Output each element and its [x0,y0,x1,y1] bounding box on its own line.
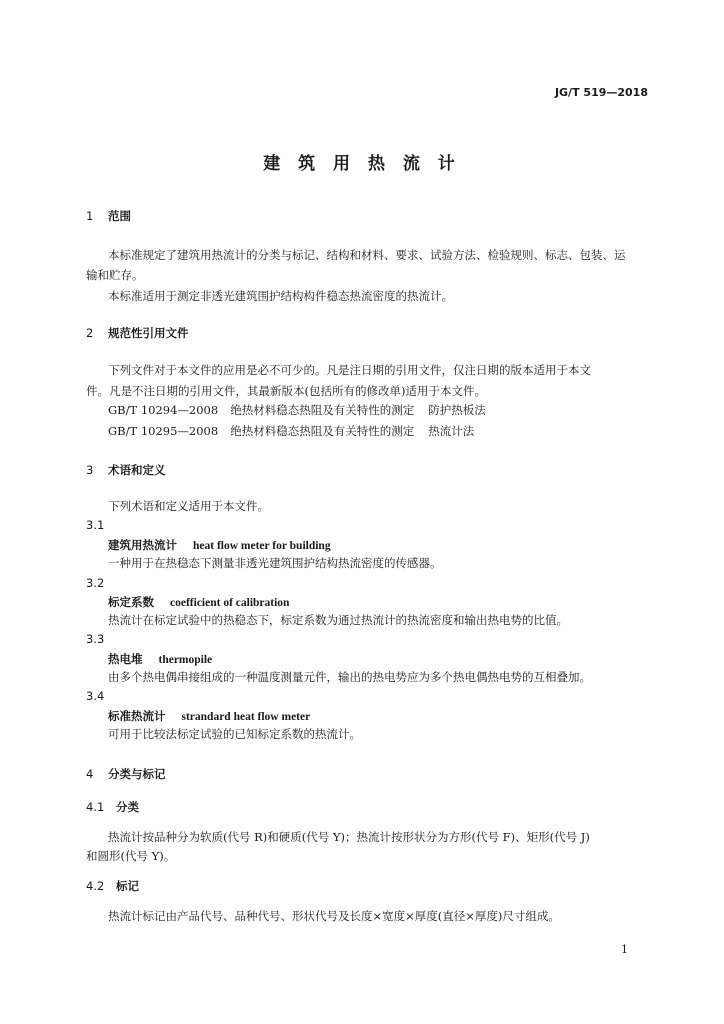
normative-reference [108,402,486,418]
document-title: 建 筑 用 热 流 计 [263,154,461,174]
term-chinese: 标准热流计 [108,709,166,723]
term-number: 3.3 [86,632,105,646]
subsection-number: 4.2 [86,879,105,893]
term-chinese: 标定系数 [108,595,154,609]
subsection-number: 4.1 [86,800,105,814]
term-definition: 一种用于在热稳态下测量非透光建筑围护结构热流密度的传感器。 [108,556,442,570]
term-number: 3.2 [86,576,105,590]
section-2-paragraph-line-2: 件。凡是不注日期的引用文件，其最新版本(包括所有的修改单)适用于本文件。 [86,384,486,398]
subsection-4-1-line-1: 热流计按品种分为软质(代号 R)和硬质(代号 Y)；热流计按形状分为方形(代号 F)、矩形(代号 J) [108,830,590,844]
subsection-4-2-heading [86,878,139,894]
subsection-title: 标记 [116,879,139,893]
standard-code: JG/T 519—2018 [554,86,648,99]
section-1-heading [86,208,131,224]
reference-title: 绝热材料稳态热阻及有关特性的测定 [230,424,415,438]
term-heading [108,708,310,724]
section-3-heading [86,462,166,478]
term-english: thermopile [158,654,213,666]
reference-title: 绝热材料稳态热阻及有关特性的测定 [230,403,415,417]
section-number: 3 [86,463,94,477]
section-1-paragraph-1-line-2: 输和贮存。 [86,268,144,282]
reference-code: GB/T 10295—2008 [108,424,219,438]
term-chinese: 热电堆 [108,652,143,666]
section-2-paragraph-line-1: 下列文件对于本文件的应用是必不可少的。凡是注日期的引用文件，仅注日期的版本适用于本文 [108,363,591,377]
section-number: 1 [86,209,94,223]
term-english: coefficient of calibration [170,597,290,609]
section-1-paragraph-1-line-1: 本标准规定了建筑用热流计的分类与标记、结构和材料、要求、试验方法、检验规则、标志、包装、运 [108,248,626,262]
section-1-paragraph-2: 本标准适用于测定非透光建筑围护结构构件稳态热流密度的热流计。 [108,289,453,303]
subsection-4-1-heading [86,799,139,815]
section-title: 术语和定义 [108,463,166,477]
section-number: 4 [86,767,94,781]
section-number: 2 [86,326,94,340]
section-4-heading [86,766,166,782]
section-2-heading [86,325,189,341]
term-number: 3.4 [86,689,105,703]
term-heading [108,537,331,553]
term-definition: 可用于比较法标定试验的已知标定系数的热流计。 [108,727,361,741]
section-title: 规范性引用文件 [108,326,189,340]
subsection-4-2-line-1: 热流计标记由产品代号、品种代号、形状代号及长度×宽度×厚度(直径×厚度)尺寸组成。 [108,909,560,923]
subsection-4-1-line-2: 和圆形(代号 Y)。 [86,849,176,863]
reference-method: 防护热板法 [428,403,486,417]
term-english: strandard heat flow meter [181,711,311,723]
term-chinese: 建筑用热流计 [108,538,177,552]
section-title: 分类与标记 [108,767,166,781]
term-definition: 由多个热电偶串接组成的一种温度测量元件，输出的热电势应为多个热电偶热电势的互相叠加。 [108,670,591,684]
page-number: 1 [621,943,628,956]
section-title: 范围 [108,209,131,223]
term-definition: 热流计在标定试验中的热稳态下，标定系数为通过热流计的热流密度和输出热电势的比值。 [108,613,568,627]
term-number: 3.1 [86,518,105,532]
term-heading [108,651,212,667]
normative-reference [108,423,474,439]
subsection-title: 分类 [116,800,139,814]
reference-code: GB/T 10294—2008 [108,403,219,417]
term-english: heat flow meter for building [193,540,331,552]
term-heading [108,594,289,610]
reference-method: 热流计法 [428,424,475,438]
section-3-intro: 下列术语和定义适用于本文件。 [108,499,269,513]
